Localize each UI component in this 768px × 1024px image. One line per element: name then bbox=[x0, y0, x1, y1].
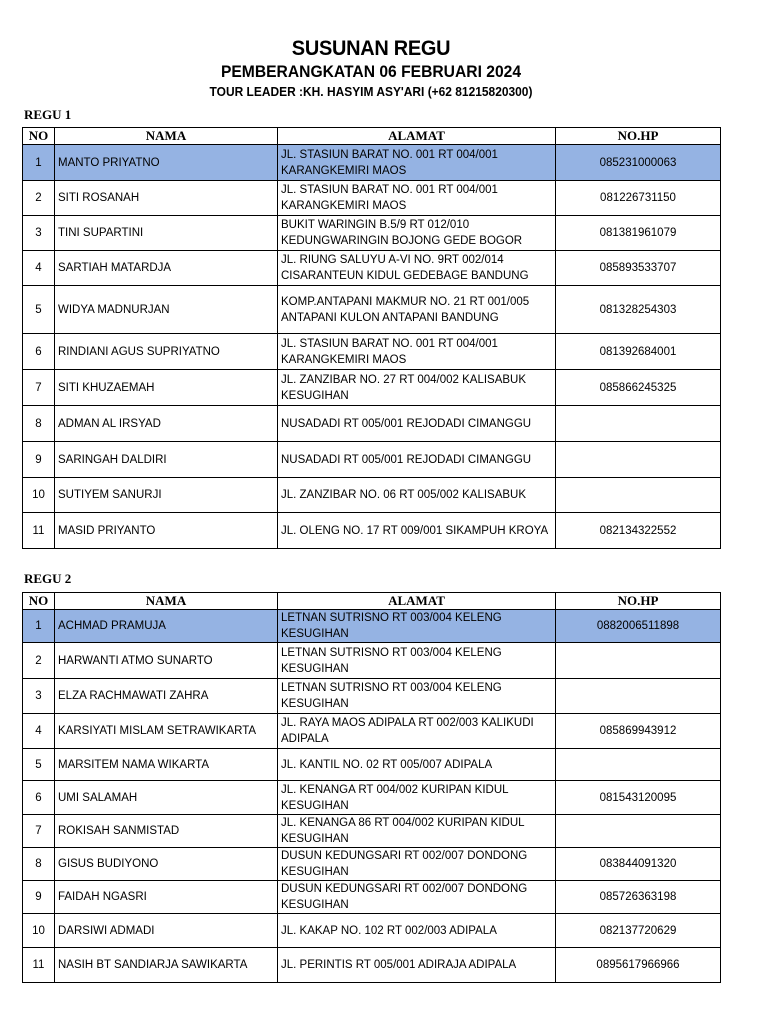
cell-hp bbox=[556, 815, 721, 848]
cell-alamat: JL. RAYA MAOS ADIPALA RT 002/003 KALIKUDI ADIPALA bbox=[278, 714, 556, 749]
cell-alamat: LETNAN SUTRISNO RT 003/004 KELENG KESUGIHAN bbox=[278, 679, 556, 714]
cell-hp: 081328254303 bbox=[556, 286, 721, 334]
cell-nama: ROKISAH SANMISTAD bbox=[55, 815, 278, 848]
cell-no: 4 bbox=[23, 714, 55, 749]
cell-nama: ACHMAD PRAMUJA bbox=[55, 610, 278, 643]
cell-nama: MASID PRIYANTO bbox=[55, 513, 278, 549]
cell-alamat: DUSUN KEDUNGSARI RT 002/007 DONDONG KESUGIHAN bbox=[278, 881, 556, 914]
cell-alamat: JL. PERINTIS RT 005/001 ADIRAJA ADIPALA bbox=[278, 948, 556, 983]
cell-hp: 085869943912 bbox=[556, 714, 721, 749]
cell-no: 1 bbox=[23, 610, 55, 643]
cell-no: 4 bbox=[23, 251, 55, 286]
cell-hp: 082137720629 bbox=[556, 914, 721, 948]
cell-alamat: JL. ZANZIBAR NO. 06 RT 005/002 KALISABUK bbox=[278, 478, 556, 513]
cell-alamat: JL. RIUNG SALUYU A-VI NO. 9RT 002/014 CISARANTEUN KIDUL GEDEBAGE BANDUNG bbox=[278, 251, 556, 286]
cell-no: 10 bbox=[23, 478, 55, 513]
cell-nama: KARSIYATI MISLAM SETRAWIKARTA bbox=[55, 714, 278, 749]
cell-nama: GISUS BUDIYONO bbox=[55, 848, 278, 881]
table-row bbox=[23, 781, 721, 815]
cell-no: 2 bbox=[23, 181, 55, 216]
table-row bbox=[23, 848, 721, 881]
cell-nama: SITI KHUZAEMAH bbox=[55, 370, 278, 406]
cell-alamat: KOMP.ANTAPANI MAKMUR NO. 21 RT 001/005 ANTAPANI KULON ANTAPANI BANDUNG bbox=[278, 286, 556, 334]
cell-hp bbox=[556, 406, 721, 442]
cell-no: 5 bbox=[23, 749, 55, 781]
column-header-alamat: ALAMAT bbox=[278, 128, 556, 145]
cell-alamat: JL. OLENG NO. 17 RT 009/001 SIKAMPUH KROYA bbox=[278, 513, 556, 549]
cell-nama: FAIDAH NGASRI bbox=[55, 881, 278, 914]
table-header-row bbox=[23, 593, 721, 610]
table-row bbox=[23, 948, 721, 983]
cell-hp: 081381961079 bbox=[556, 216, 721, 251]
cell-no: 6 bbox=[23, 781, 55, 815]
cell-hp bbox=[556, 679, 721, 714]
table-row bbox=[23, 643, 721, 679]
cell-hp bbox=[556, 643, 721, 679]
cell-alamat: JL. KAKAP NO. 102 RT 002/003 ADIPALA bbox=[278, 914, 556, 948]
cell-nama: ADMAN AL IRSYAD bbox=[55, 406, 278, 442]
cell-alamat: BUKIT WARINGIN B.5/9 RT 012/010 KEDUNGWARINGIN BOJONG GEDE BOGOR bbox=[278, 216, 556, 251]
cell-no: 8 bbox=[23, 406, 55, 442]
cell-nama: SARTIAH MATARDJA bbox=[55, 251, 278, 286]
regu-1-table bbox=[22, 127, 721, 549]
table-row bbox=[23, 478, 721, 513]
document-title: SUSUNAN REGU bbox=[291, 37, 451, 60]
table-row bbox=[23, 513, 721, 549]
cell-hp: 085726363198 bbox=[556, 881, 721, 914]
cell-nama: SARINGAH DALDIRI bbox=[55, 442, 278, 478]
cell-alamat: JL. ZANZIBAR NO. 27 RT 004/002 KALISABUK KESUGIHAN bbox=[278, 370, 556, 406]
tour-leader-line: TOUR LEADER :KH. HASYIM ASY'ARI (+62 81215820300) bbox=[209, 84, 533, 99]
cell-alamat: JL. STASIUN BARAT NO. 001 RT 004/001 KARANGKEMIRI MAOS bbox=[278, 145, 556, 181]
cell-no: 11 bbox=[23, 513, 55, 549]
table-header-row bbox=[23, 128, 721, 145]
cell-no: 8 bbox=[23, 848, 55, 881]
cell-hp bbox=[556, 442, 721, 478]
cell-hp: 082134322552 bbox=[556, 513, 721, 549]
table-row bbox=[23, 610, 721, 643]
column-header-hp: NO.HP bbox=[556, 128, 721, 145]
table-row bbox=[23, 181, 721, 216]
cell-alamat: LETNAN SUTRISNO RT 003/004 KELENG KESUGIHAN bbox=[278, 643, 556, 679]
document-subtitle: PEMBERANGKATAN 06 FEBRUARI 2024 bbox=[220, 62, 522, 81]
cell-hp: 081226731150 bbox=[556, 181, 721, 216]
table-row bbox=[23, 334, 721, 370]
cell-no: 7 bbox=[23, 815, 55, 848]
regu-2-label: REGU 2 bbox=[24, 571, 72, 586]
cell-no: 2 bbox=[23, 643, 55, 679]
column-header-alamat: ALAMAT bbox=[278, 593, 556, 610]
cell-alamat: JL. KENANGA 86 RT 004/002 KURIPAN KIDUL KESUGIHAN bbox=[278, 815, 556, 848]
cell-hp: 083844091320 bbox=[556, 848, 721, 881]
table-row bbox=[23, 815, 721, 848]
cell-no: 11 bbox=[23, 948, 55, 983]
cell-hp: 0895617966966 bbox=[556, 948, 721, 983]
cell-hp: 081392684001 bbox=[556, 334, 721, 370]
cell-alamat: NUSADADI RT 005/001 REJODADI CIMANGGU bbox=[278, 442, 556, 478]
cell-nama: MARSITEM NAMA WIKARTA bbox=[55, 749, 278, 781]
cell-nama: WIDYA MADNURJAN bbox=[55, 286, 278, 334]
column-header-no: NO bbox=[23, 593, 55, 610]
cell-alamat: LETNAN SUTRISNO RT 003/004 KELENG KESUGIHAN bbox=[278, 610, 556, 643]
cell-no: 1 bbox=[23, 145, 55, 181]
cell-nama: SITI ROSANAH bbox=[55, 181, 278, 216]
cell-hp: 085893533707 bbox=[556, 251, 721, 286]
cell-alamat: NUSADADI RT 005/001 REJODADI CIMANGGU bbox=[278, 406, 556, 442]
table-row bbox=[23, 881, 721, 914]
table-row bbox=[23, 442, 721, 478]
cell-alamat: JL. STASIUN BARAT NO. 001 RT 004/001 KARANGKEMIRI MAOS bbox=[278, 334, 556, 370]
cell-nama: MANTO PRIYATNO bbox=[55, 145, 278, 181]
table-row bbox=[23, 145, 721, 181]
cell-alamat: JL. KENANGA RT 004/002 KURIPAN KIDUL KESUGIHAN bbox=[278, 781, 556, 815]
cell-hp bbox=[556, 478, 721, 513]
cell-no: 3 bbox=[23, 216, 55, 251]
regu-1-label: REGU 1 bbox=[24, 107, 72, 122]
cell-nama: TINI SUPARTINI bbox=[55, 216, 278, 251]
table-row bbox=[23, 914, 721, 948]
cell-hp bbox=[556, 749, 721, 781]
cell-no: 10 bbox=[23, 914, 55, 948]
table-row bbox=[23, 749, 721, 781]
table-row bbox=[23, 216, 721, 251]
cell-no: 3 bbox=[23, 679, 55, 714]
cell-nama: ELZA RACHMAWATI ZAHRA bbox=[55, 679, 278, 714]
cell-no: 9 bbox=[23, 881, 55, 914]
cell-hp: 081543120095 bbox=[556, 781, 721, 815]
column-header-hp: NO.HP bbox=[556, 593, 721, 610]
column-header-nama: NAMA bbox=[55, 593, 278, 610]
cell-alamat: JL. KANTIL NO. 02 RT 005/007 ADIPALA bbox=[278, 749, 556, 781]
table-row bbox=[23, 370, 721, 406]
table-row bbox=[23, 714, 721, 749]
table-row bbox=[23, 406, 721, 442]
cell-hp: 085231000063 bbox=[556, 145, 721, 181]
cell-nama: UMI SALAMAH bbox=[55, 781, 278, 815]
cell-hp: 085866245325 bbox=[556, 370, 721, 406]
table-row bbox=[23, 251, 721, 286]
cell-no: 6 bbox=[23, 334, 55, 370]
table-row bbox=[23, 679, 721, 714]
cell-hp: 0882006511898 bbox=[556, 610, 721, 643]
cell-nama: NASIH BT SANDIARJA SAWIKARTA bbox=[55, 948, 278, 983]
regu-2-table bbox=[22, 592, 721, 983]
cell-no: 9 bbox=[23, 442, 55, 478]
table-row bbox=[23, 286, 721, 334]
cell-nama: RINDIANI AGUS SUPRIYATNO bbox=[55, 334, 278, 370]
cell-nama: DARSIWI ADMADI bbox=[55, 914, 278, 948]
cell-no: 7 bbox=[23, 370, 55, 406]
cell-no: 5 bbox=[23, 286, 55, 334]
column-header-no: NO bbox=[23, 128, 55, 145]
cell-nama: SUTIYEM SANURJI bbox=[55, 478, 278, 513]
cell-alamat: DUSUN KEDUNGSARI RT 002/007 DONDONG KESUGIHAN bbox=[278, 848, 556, 881]
cell-nama: HARWANTI ATMO SUNARTO bbox=[55, 643, 278, 679]
column-header-nama: NAMA bbox=[55, 128, 278, 145]
cell-alamat: JL. STASIUN BARAT NO. 001 RT 004/001 KARANGKEMIRI MAOS bbox=[278, 181, 556, 216]
